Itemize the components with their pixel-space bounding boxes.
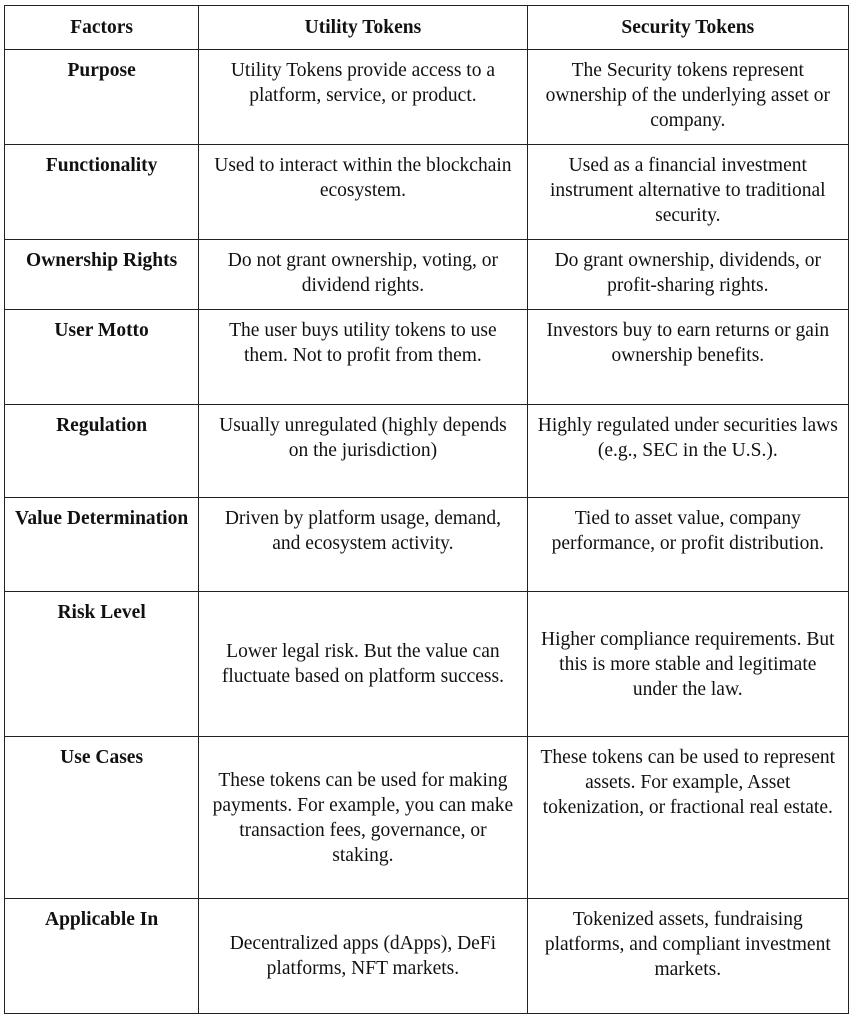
table-row-regulation [5, 405, 849, 498]
row-utility-cell: Lower legal risk. But the value can fluctuate based on platform success. [199, 592, 527, 737]
row-security-cell: Investors buy to earn returns or gain ownership benefits. [527, 310, 848, 405]
table-row-purpose [5, 50, 849, 145]
row-factor: Ownership Rights [5, 240, 199, 310]
table-row-user-motto [5, 310, 849, 405]
row-factor: Functionality [5, 145, 199, 240]
row-security-cell: Used as a financial investment instrument alternative to traditional security. [527, 145, 848, 240]
header-factors: Factors [5, 6, 199, 50]
row-security-cell: These tokens can be used to represent assets. For example, Asset tokenization, or fractional real estate. [527, 737, 848, 899]
table-row-functionality [5, 145, 849, 240]
row-security-cell: Tied to asset value, company performance, or profit distribution. [527, 498, 848, 592]
row-security-cell: Higher compliance requirements. But this is more stable and legitimate under the law. [527, 592, 848, 737]
row-factor: Use Cases [5, 737, 199, 899]
table-row-use-cases [5, 737, 849, 899]
row-security-cell: Tokenized assets, fundraising platforms, and compliant investment markets. [527, 899, 848, 1014]
row-utility-cell: Utility Tokens provide access to a platform, service, or product. [199, 50, 527, 145]
table-row-ownership-rights [5, 240, 849, 310]
row-security-cell: Highly regulated under securities laws (e.g., SEC in the U.S.). [527, 405, 848, 498]
row-factor: Applicable In [5, 899, 199, 1014]
row-utility-cell: Used to interact within the blockchain ecosystem. [199, 145, 527, 240]
row-utility-cell: Decentralized apps (dApps), DeFi platforms, NFT markets. [199, 899, 527, 1014]
row-utility-cell: The user buys utility tokens to use them. Not to profit from them. [199, 310, 527, 405]
table-row-value-determination [5, 498, 849, 592]
table-row-applicable-in [5, 899, 849, 1014]
row-utility-cell: Usually unregulated (highly depends on the jurisdiction) [199, 405, 527, 498]
row-utility-cell: These tokens can be used for making payments. For example, you can make transaction fees, governance, or staking. [199, 737, 527, 899]
row-factor: Purpose [5, 50, 199, 145]
row-security-cell: Do grant ownership, dividends, or profit-sharing rights. [527, 240, 848, 310]
row-utility-cell: Driven by platform usage, demand, and ecosystem activity. [199, 498, 527, 592]
header-row [5, 6, 849, 50]
row-factor: User Motto [5, 310, 199, 405]
row-factor: Regulation [5, 405, 199, 498]
row-security-cell: The Security tokens represent ownership of the underlying asset or company. [527, 50, 848, 145]
row-factor: Risk Level [5, 592, 199, 737]
comparison-table [4, 5, 849, 1014]
table-row-risk-level [5, 592, 849, 737]
row-utility-cell: Do not grant ownership, voting, or dividend rights. [199, 240, 527, 310]
header-security-tokens: Security Tokens [527, 6, 848, 50]
header-utility-tokens: Utility Tokens [199, 6, 527, 50]
row-factor: Value Determination [5, 498, 199, 592]
